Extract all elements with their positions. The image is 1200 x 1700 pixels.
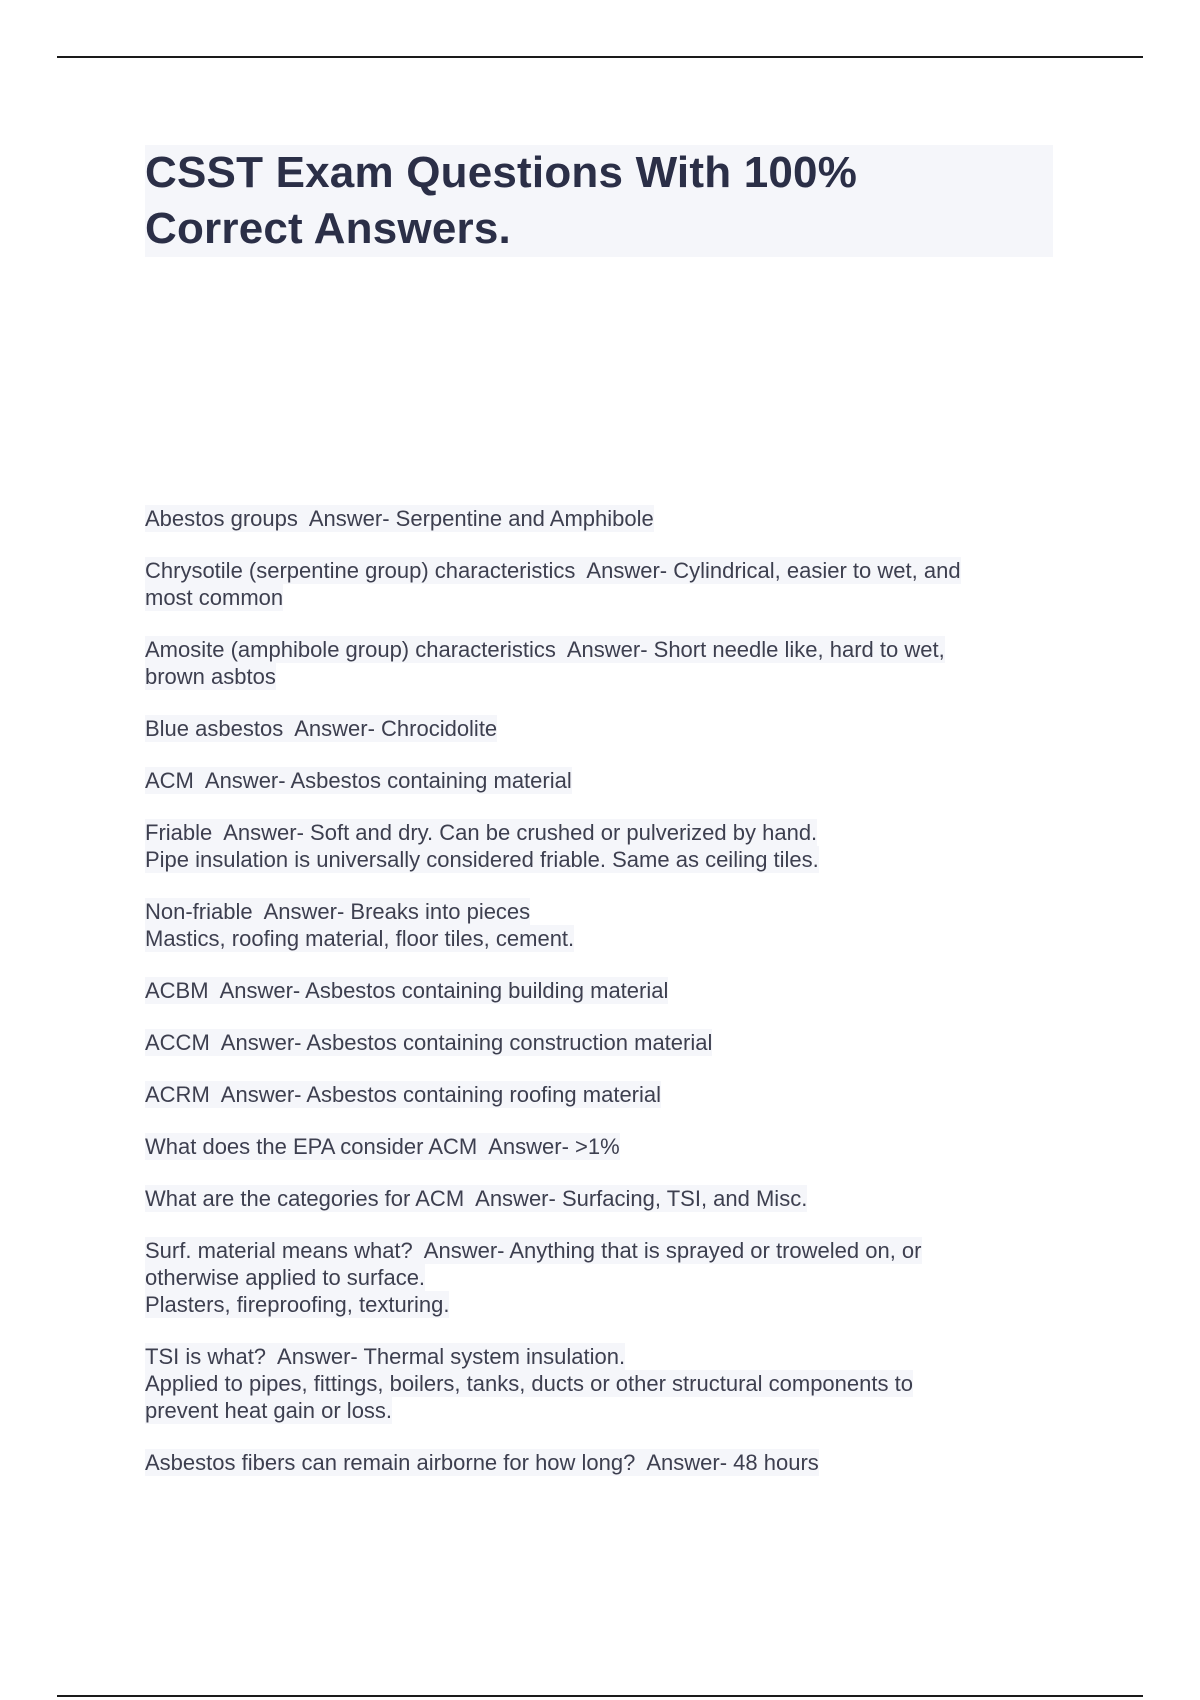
qa-item <box>145 636 1075 690</box>
title-line-2: Correct Answers. <box>145 204 511 253</box>
qa-item <box>145 1029 1075 1056</box>
document-title <box>145 145 1053 257</box>
qa-line: Non-friable Answer- Breaks into pieces <box>145 899 531 924</box>
qa-line: Blue asbestos Answer- Chrocidolite <box>145 716 498 741</box>
qa-line: most common <box>145 585 284 610</box>
qa-line: ACRM Answer- Asbestos containing roofing material <box>145 1082 662 1107</box>
qa-line: Chrysotile (serpentine group) characteristics Answer- Cylindrical, easier to wet, and <box>145 558 961 583</box>
qa-line: otherwise applied to surface. <box>145 1265 426 1290</box>
top-divider <box>57 56 1143 58</box>
title-block <box>145 145 1053 257</box>
qa-line: Amosite (amphibole group) characteristics Answer- Short needle like, hard to wet, <box>145 637 945 662</box>
qa-list <box>145 505 1075 1501</box>
qa-item <box>145 898 1075 952</box>
bottom-divider <box>57 1695 1143 1697</box>
qa-line: Pipe insulation is universally considered friable. Same as ceiling tiles. <box>145 847 819 872</box>
qa-line: Abestos groups Answer- Serpentine and Amphibole <box>145 506 654 531</box>
qa-item <box>145 1133 1075 1160</box>
qa-item <box>145 1185 1075 1212</box>
qa-item <box>145 505 1075 532</box>
qa-line: Friable Answer- Soft and dry. Can be crushed or pulverized by hand. <box>145 820 818 845</box>
qa-item <box>145 1081 1075 1108</box>
qa-item <box>145 557 1075 611</box>
qa-line: Plasters, fireproofing, texturing. <box>145 1292 450 1317</box>
qa-line: TSI is what? Answer- Thermal system insulation. <box>145 1344 626 1369</box>
qa-line: prevent heat gain or loss. <box>145 1398 393 1423</box>
qa-item <box>145 1237 1075 1318</box>
qa-line: What does the EPA consider ACM Answer- >1% <box>145 1134 620 1159</box>
qa-line: ACCM Answer- Asbestos containing construction material <box>145 1030 713 1055</box>
qa-line: brown asbtos <box>145 664 276 689</box>
qa-line: ACM Answer- Asbestos containing material <box>145 768 572 793</box>
qa-item <box>145 1343 1075 1424</box>
title-line-1: CSST Exam Questions With 100% <box>145 148 858 197</box>
qa-line: Surf. material means what? Answer- Anything that is sprayed or troweled on, or <box>145 1238 922 1263</box>
qa-line: Applied to pipes, fittings, boilers, tanks, ducts or other structural components to <box>145 1371 913 1396</box>
qa-item <box>145 1449 1075 1476</box>
qa-item <box>145 767 1075 794</box>
qa-line: What are the categories for ACM Answer- Surfacing, TSI, and Misc. <box>145 1186 808 1211</box>
qa-line: Mastics, roofing material, floor tiles, cement. <box>145 926 575 951</box>
qa-item <box>145 819 1075 873</box>
qa-line: Asbestos fibers can remain airborne for how long? Answer- 48 hours <box>145 1450 819 1475</box>
qa-line: ACBM Answer- Asbestos containing building material <box>145 978 669 1003</box>
qa-item <box>145 977 1075 1004</box>
qa-item <box>145 715 1075 742</box>
